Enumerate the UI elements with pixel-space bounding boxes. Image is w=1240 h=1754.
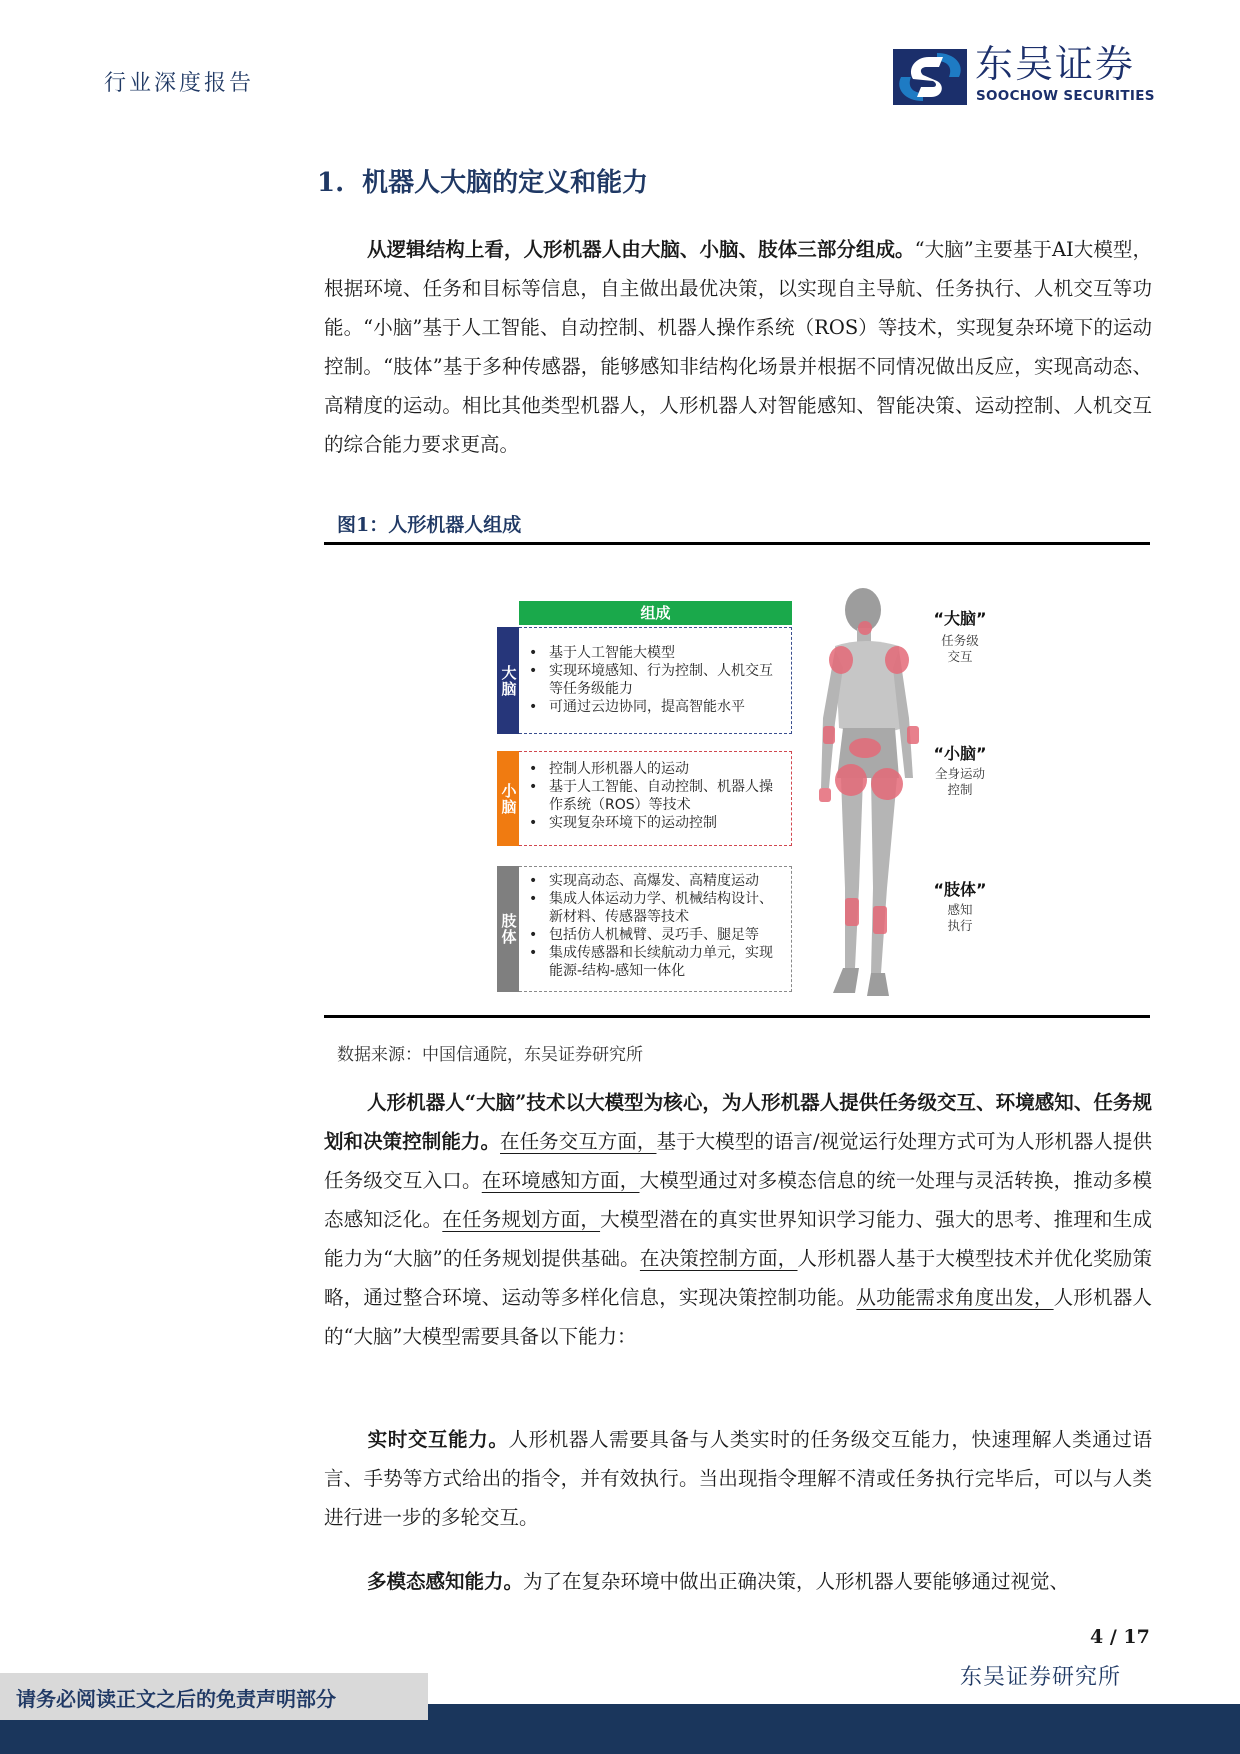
group-tab-cerebellum: 小脑 [497, 751, 519, 846]
list-item: • 可通过云边协同，提高智能水平 [549, 698, 785, 716]
figure-group-limbs [497, 866, 792, 992]
paragraph-realtime-interaction: 实时交互能力。人形机器人需要具备与人类实时的任务级交互能力，快速理解人类通过语言、手势等方式给出的指令，并有效执行。当出现指令理解不清或任务执行完毕后，可以与人类进行进一步的多轮交互。 [324, 1428, 1152, 1529]
robot-label-cerebellum: “小脑” 全身运动 控制 [933, 744, 987, 797]
group-list-brain [519, 627, 792, 734]
list-item: • 集成人体运动力学、机械结构设计、新材料、传感器等技术 [549, 890, 785, 926]
list-item: • 实现环境感知、行为控制、人机交互等任务级能力 [549, 662, 785, 698]
list-item: • 集成传感器和长续航动力单元，实现能源-结构-感知一体化 [549, 944, 785, 980]
logo-chinese-name: 东吴证券 [975, 42, 1136, 86]
logo-english-name: SOOCHOW SECURITIES [976, 88, 1155, 104]
section-number: 1. [317, 168, 345, 198]
section-title: 机器人大脑的定义和能力 [362, 168, 649, 198]
list-item: • 实现高动态、高爆发、高精度运动 [549, 872, 785, 890]
group-list-limbs [519, 866, 792, 992]
figure-source: 数据来源：中国信通院，东吴证券研究所 [337, 1045, 643, 1065]
figure-top-rule [324, 542, 1150, 545]
list-item: • 控制人形机器人的运动 [549, 760, 785, 778]
figure-composition-header: 组成 [519, 601, 792, 625]
paragraph-brain-tech: 人形机器人“大脑”技术以大模型为核心，为人形机器人提供任务级交互、环境感知、任务规划和决策控制能力。在任务交互方面，基于大模型的语言/视觉运行处理方式可为人形机器人提供任务级交互入口。在环境感知方面，大模型通过对多模态信息的统一处理与灵活转换，推动多模态感知泛化。在任务规划方面，大模型潜在的真实世界知识学习能力、强大的思考、推理和生成能力为“大脑”的任务规划提供基础。在决策控制方面，人形机器人基于大模型技术并优化奖励策略，通过整合环境、运动等多样化信息，实现决策控制功能。从功能需求角度出发，人形机器人的“大脑”大模型需要具备以下能力： [324, 1091, 1152, 1348]
figure-title: 图1：人形机器人组成 [337, 514, 522, 536]
soochow-logo-icon [893, 49, 967, 105]
disclaimer-banner: 请务必阅读正文之后的免责声明部分 [0, 1673, 428, 1720]
page-number: 4 / 17 [1090, 1626, 1150, 1648]
paragraph-multimodal-perception: 多模态感知能力。为了在复杂环境中做出正确决策，人形机器人要能够通过视觉、 [367, 1570, 1070, 1593]
list-item: • 基于人工智能、自动控制、机器人操作系统（ROS）等技术 [549, 778, 785, 814]
list-item: • 包括仿人机械臂、灵巧手、腿足等 [549, 926, 785, 944]
paragraph-lead: 从逻辑结构上看，人形机器人由大脑、小脑、肢体三部分组成。 [367, 238, 915, 261]
list-item: • 实现复杂环境下的运动控制 [549, 814, 785, 832]
robot-label-limbs: “肢体” 感知 执行 [933, 880, 987, 933]
document-type-label: 行业深度报告 [104, 71, 255, 96]
figure-bottom-rule [324, 1015, 1150, 1018]
paragraph-body: “大脑”主要基于AI大模型，根据环境、任务和目标等信息，自主做出最优决策，以实现自主导航、任务执行、人机交互等功能。“小脑”基于人工智能、自动控制、机器人操作系统（ROS）等技术，实现复杂环境下的运动控制。“肢体”基于多种传感器，能够感知非结构化场景并根据不同情况做出反应，实现高动态、高精度的运动。相比其他类型机器人，人形机器人对智能感知、智能决策、运动控制、人机交互的综合能力要求更高。 [324, 238, 1152, 456]
section-heading [317, 162, 648, 199]
institute-name: 东吴证券研究所 [960, 1665, 1122, 1690]
group-list-cerebellum [519, 751, 792, 846]
group-tab-brain: 大脑 [497, 627, 519, 734]
robot-label-brain: “大脑” 任务级 交互 [933, 609, 987, 664]
figure-group-brain [497, 627, 792, 734]
group-tab-limbs: 肢体 [497, 866, 519, 992]
figure-group-cerebellum [497, 751, 792, 846]
paragraph-structure [324, 230, 1152, 464]
list-item: • 基于人工智能大模型 [549, 644, 785, 662]
company-logo [893, 44, 1155, 106]
